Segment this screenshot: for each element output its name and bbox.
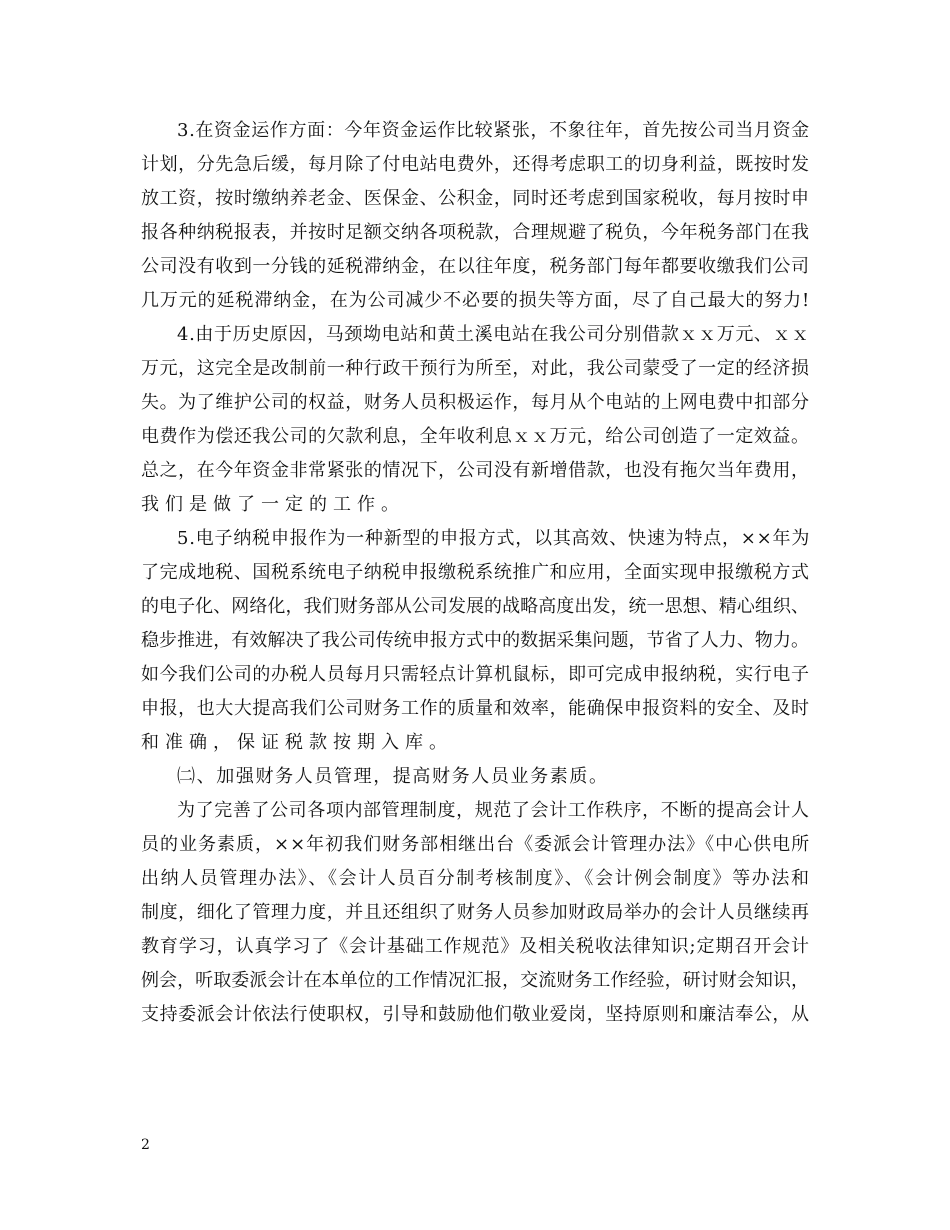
text-line: 为了完善了公司各项内部管理制度，规范了会计工作秩序，不断的提高会计人 <box>177 800 810 821</box>
text-line: 和准确，保证税款按期入库。 <box>141 732 453 753</box>
text-line: 我们是做了一定的工作。 <box>141 494 405 515</box>
text-line: 申报，也大大提高我们公司财务工作的质量和效率，能确保申报资料的安全、及时 <box>141 698 810 719</box>
text-line: 报各种纳税报表，并按时足额交纳各项税款，合理规避了税负，今年税务部门在我 <box>141 222 810 243</box>
text-line: 公司没有收到一分钱的延税滞纳金，在以往年度，税务部门每年都要收缴我们公司 <box>141 256 810 277</box>
text-line: 稳步推进，有效解决了我公司传统申报方式中的数据采集问题，节省了人力、物力。 <box>141 630 810 651</box>
text-line: 了完成地税、国税系统电子纳税申报缴税系统推广和应用，全面实现申报缴税方式 <box>141 562 810 583</box>
text-line: 如今我们公司的办税人员每月只需轻点计算机鼠标，即可完成申报纳税，实行电子 <box>141 664 810 685</box>
text-line: 几万元的延税滞纳金，在为公司减少不必要的损失等方面，尽了自己最大的努力! <box>141 290 811 311</box>
text-line: 制度，细化了管理力度，并且还组织了财务人员参加财政局举办的会计人员继续再 <box>141 902 810 923</box>
text-line: 失。为了维护公司的权益，财务人员积极运作，每月从个电站的上网电费中扣部分 <box>141 392 810 413</box>
text-line: 例会，听取委派会计在本单位的工作情况汇报，交流财务工作经验，研讨财会知识， <box>141 970 810 991</box>
page-number: 2 <box>141 1137 150 1153</box>
text-line: 计划，分先急后缓，每月除了付电站电费外，还得考虑职工的切身利益，既按时发 <box>141 154 810 175</box>
text-line: 总之，在今年资金非常紧张的情况下，公司没有新增借款，也没有拖欠当年费用， <box>141 460 810 481</box>
text-line: 的电子化、网络化，我们财务部从公司发展的战略高度出发，统一思想、精心组织、 <box>141 596 810 617</box>
text-line: 支持委派会计依法行使职权，引导和鼓励他们敬业爱岗，坚持原则和廉洁奉公，从 <box>141 1004 810 1025</box>
text-line: 放工资，按时缴纳养老金、医保金、公积金，同时还考虑到国家税收，每月按时申 <box>141 188 810 209</box>
text-line: 万元，这完全是改制前一种行政干预行为所至，对此，我公司蒙受了一定的经济损 <box>141 358 810 379</box>
text-line: ㈡、加强财务人员管理，提高财务人员业务素质。 <box>177 766 609 787</box>
text-line: 5.电子纳税申报作为一种新型的申报方式，以其高效、快速为特点，××年为 <box>177 528 811 549</box>
text-line: 教育学习，认真学习了《会计基础工作规范》及相关税收法律知识;定期召开会计 <box>141 936 810 957</box>
text-line: 出纳人员管理办法》、《会计人员百分制考核制度》、《会计例会制度》等办法和 <box>141 868 811 889</box>
text-line: 4.由于历史原因，马颈坳电站和黄土溪电站在我公司分别借款ｘｘ万元、ｘｘ <box>177 324 810 345</box>
text-line: 3.在资金运作方面：今年资金运作比较紧张，不象往年，首先按公司当月资金 <box>177 120 810 141</box>
text-line: 电费作为偿还我公司的欠款利息，全年收利息ｘｘ万元，给公司创造了一定效益。 <box>141 426 810 447</box>
text-line: 员的业务素质，××年初我们财务部相继出台《委派会计管理办法》《中心供电所 <box>141 834 811 855</box>
